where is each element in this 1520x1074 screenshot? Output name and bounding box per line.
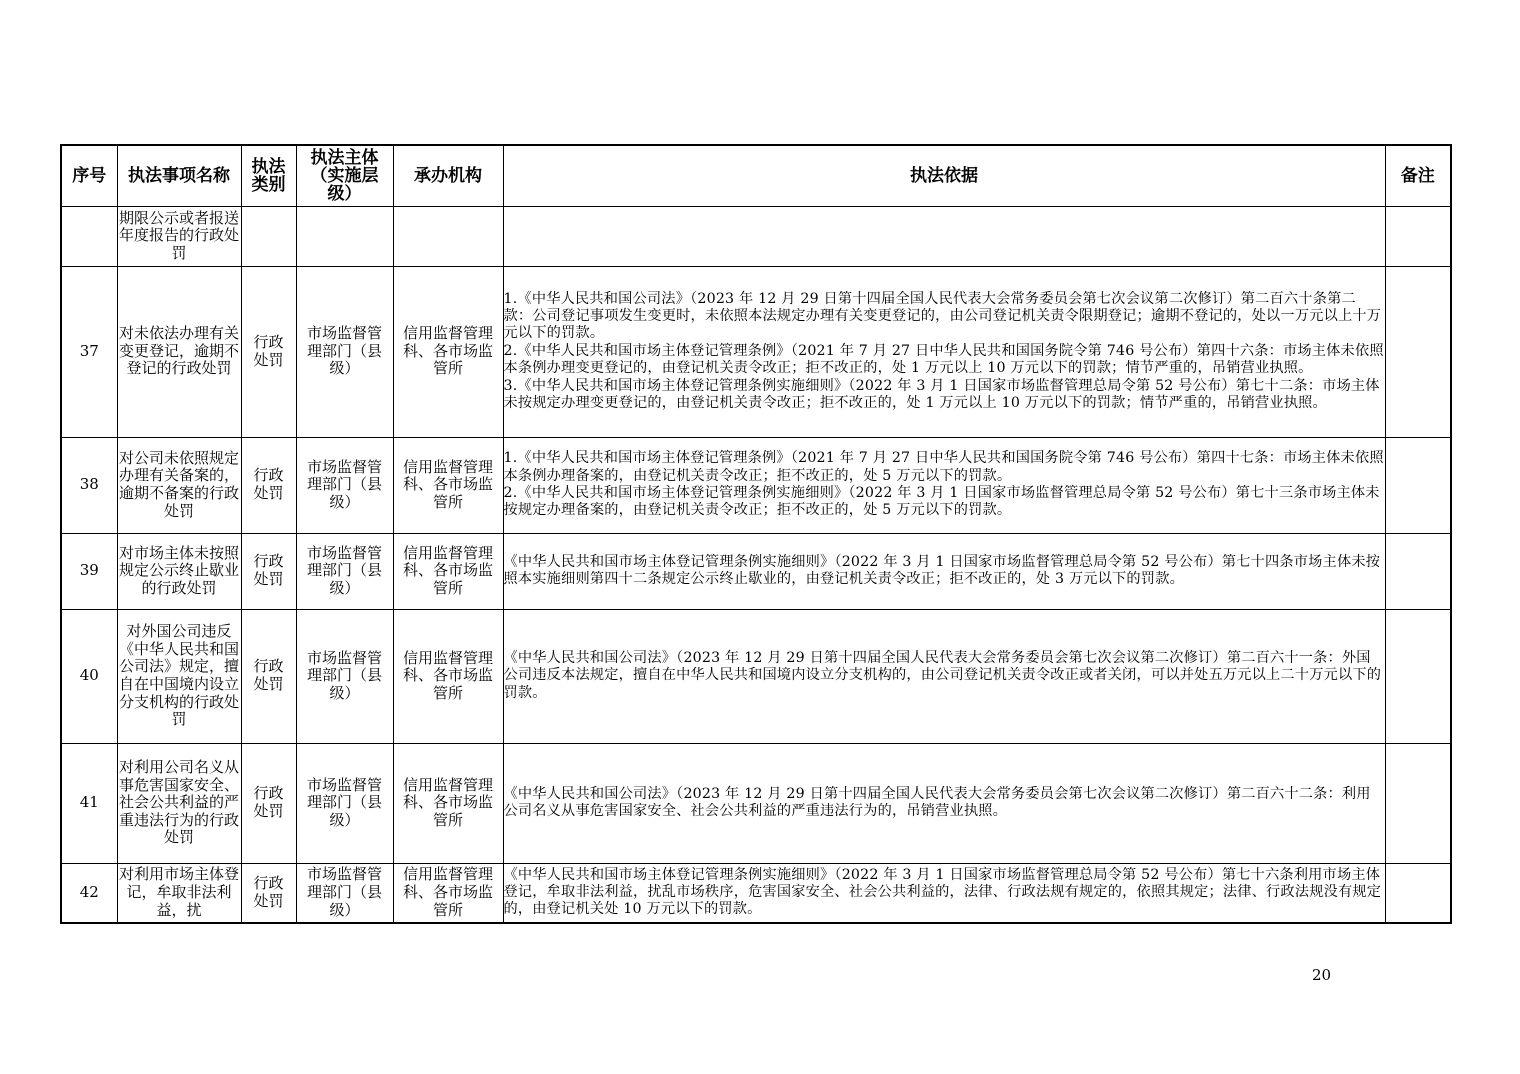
row-agency xyxy=(393,206,503,266)
header-remarks: 备注 xyxy=(1385,145,1451,206)
row-category: 行政处罚 xyxy=(241,743,296,863)
header-subject: 执法主体（实施层级） xyxy=(296,145,393,206)
table-row xyxy=(61,206,1451,266)
table-body xyxy=(61,206,1451,923)
row-seq: 39 xyxy=(61,533,117,609)
row-subject: 市场监督管理部门（县级） xyxy=(296,266,393,437)
row-basis xyxy=(503,609,1385,743)
header-item-name: 执法事项名称 xyxy=(117,145,241,206)
row-agency: 信用监督管理科、各市场监管所 xyxy=(393,743,503,863)
row-seq: 41 xyxy=(61,743,117,863)
row-category xyxy=(241,206,296,266)
header-row xyxy=(61,145,1451,206)
row-basis xyxy=(503,266,1385,437)
row-remarks xyxy=(1385,437,1451,533)
row-item-name: 对市场主体未按照规定公示终止歇业的行政处罚 xyxy=(117,533,241,609)
row-basis xyxy=(503,437,1385,533)
basis-paragraph: 《中华人民共和国公司法》（2023 年 12 月 29 日第十四届全国人民代表大会常务委员会第七次会议第二次修订）第二百六十二条：利用公司名义从事危害国家安全、社会公共利益的严重违法行为的，吊销营业执照。 xyxy=(503,785,1371,819)
row-remarks xyxy=(1385,863,1451,923)
row-category: 行政处罚 xyxy=(241,863,296,923)
row-category: 行政处罚 xyxy=(241,533,296,609)
row-item-name: 对公司未依照规定办理有关备案的，逾期不备案的行政处罚 xyxy=(117,437,241,533)
row-basis xyxy=(503,206,1385,266)
header-seq: 序号 xyxy=(61,145,117,206)
row-seq: 40 xyxy=(61,609,117,743)
row-subject: 市场监督管理部门（县级） xyxy=(296,743,393,863)
basis-paragraph: 2.《中华人民共和国市场主体登记管理条例实施细则》（2022 年 3 月 1 日国家市场监督管理总局令第 52 号公布）第七十三条市场主体未按规定办理备案的，由登记机关责令改正；拒不改正的，处 5 万元以下的罚款。 xyxy=(503,485,1380,519)
row-remarks xyxy=(1385,609,1451,743)
row-subject: 市场监督管理部门（县级） xyxy=(296,609,393,743)
row-subject: 市场监督管理部门（县级） xyxy=(296,533,393,609)
basis-paragraph: 《中华人民共和国市场主体登记管理条例实施细则》（2022 年 3 月 1 日国家市场监督管理总局令第 52 号公布）第七十四条市场主体未按照本实施细则第四十二条规定公示终止歇业的，由登记机关责令改正；拒不改正的，处 3 万元以下的罚款。 xyxy=(503,553,1381,587)
row-seq: 37 xyxy=(61,266,117,437)
basis-paragraph: 2.《中华人民共和国市场主体登记管理条例》（2021 年 7 月 27 日中华人民共和国国务院令第 746 号公布）第四十六条：市场主体未依照本条例办理变更登记的，由登记机关责令改正；拒不改正的，处 1 万元以上 10 万元以下的罚款；情节严重的，吊销营业执照。 xyxy=(503,342,1384,377)
row-seq: 42 xyxy=(61,863,117,923)
page-number: 20 xyxy=(1312,966,1332,984)
row-category: 行政处罚 xyxy=(241,609,296,743)
basis-paragraph: 《中华人民共和国市场主体登记管理条例实施细则》（2022 年 3 月 1 日国家市场监督管理总局令第 52 号公布）第七十六条利用市场主体登记，牟取非法利益，扰乱市场秩序，危害国家安全、社会公共利益的，法律、行政法规有规定的，依照其规定；法律、行政法规没有规定的，由登记机关处 10 万元以下的罚款。 xyxy=(503,866,1382,918)
row-remarks xyxy=(1385,206,1451,266)
row-subject xyxy=(296,206,393,266)
row-agency: 信用监督管理科、各市场监管所 xyxy=(393,609,503,743)
header-category: 执法类别 xyxy=(241,145,296,206)
row-agency: 信用监督管理科、各市场监管所 xyxy=(393,266,503,437)
table-row xyxy=(61,437,1451,533)
row-basis xyxy=(503,533,1385,609)
row-remarks xyxy=(1385,743,1451,863)
row-item-name: 对未依法办理有关变更登记，逾期不登记的行政处罚 xyxy=(117,266,241,437)
row-item-name: 对利用公司名义从事危害国家安全、社会公共利益的严重违法行为的行政处罚 xyxy=(117,743,241,863)
basis-paragraph: 《中华人民共和国公司法》（2023 年 12 月 29 日第十四届全国人民代表大会常务委员会第七次会议第二次修订）第二百六十一条：外国公司违反本法规定，擅自在中华人民共和国境内设立分支机构的，由公司登记机关责令改正或者关闭，可以并处五万元以上二十万元以下的罚款。 xyxy=(503,649,1382,701)
row-remarks xyxy=(1385,533,1451,609)
table-row xyxy=(61,609,1451,743)
row-category: 行政处罚 xyxy=(241,437,296,533)
enforcement-table xyxy=(60,144,1452,924)
row-category: 行政处罚 xyxy=(241,266,296,437)
row-remarks xyxy=(1385,266,1451,437)
row-item-name: 对外国公司违反《中华人民共和国公司法》规定，擅自在中国境内设立分支机构的行政处罚 xyxy=(117,609,241,743)
basis-paragraph: 3.《中华人民共和国市场主体登记管理条例实施细则》（2022 年 3 月 1 日国家市场监督管理总局令第 52 号公布）第七十二条：市场主体未按规定办理变更登记的，由登记机关责令改正；拒不改正的，处 1 万元以上 10 万元以下的罚款；情节严重的，吊销营业执照。 xyxy=(503,377,1380,412)
basis-paragraph: 1.《中华人民共和国公司法》（2023 年 12 月 29 日第十四届全国人民代表大会常务委员会第七次会议第二次修订）第二百六十条第二款：公司登记事项发生变更时，未依照本法规定办理有关变更登记的，由公司登记机关责令限期登记；逾期不登记的，处以一万元以上十万元以下的罚款。 xyxy=(503,290,1382,342)
row-agency: 信用监督管理科、各市场监管所 xyxy=(393,863,503,923)
row-basis xyxy=(503,743,1385,863)
table-row xyxy=(61,533,1451,609)
row-agency: 信用监督管理科、各市场监管所 xyxy=(393,437,503,533)
row-basis xyxy=(503,863,1385,923)
row-subject: 市场监督管理部门（县级） xyxy=(296,863,393,923)
basis-paragraph: 1.《中华人民共和国市场主体登记管理条例》（2021 年 7 月 27 日中华人民共和国国务院令第 746 号公布）第四十七条：市场主体未依照本条例办理备案的，由登记机关责令改正；拒不改正的，处 5 万元以下的罚款。 xyxy=(503,450,1384,484)
row-item-name: 期限公示或者报送年度报告的行政处罚 xyxy=(117,206,241,266)
header-basis: 执法依据 xyxy=(503,145,1385,206)
table-row xyxy=(61,743,1451,863)
table-row xyxy=(61,863,1451,923)
table-row xyxy=(61,266,1451,437)
row-subject: 市场监督管理部门（县级） xyxy=(296,437,393,533)
row-agency: 信用监督管理科、各市场监管所 xyxy=(393,533,503,609)
row-item-name: 对利用市场主体登记，牟取非法利益，扰 xyxy=(117,863,241,923)
row-seq: 38 xyxy=(61,437,117,533)
row-seq xyxy=(61,206,117,266)
header-agency: 承办机构 xyxy=(393,145,503,206)
